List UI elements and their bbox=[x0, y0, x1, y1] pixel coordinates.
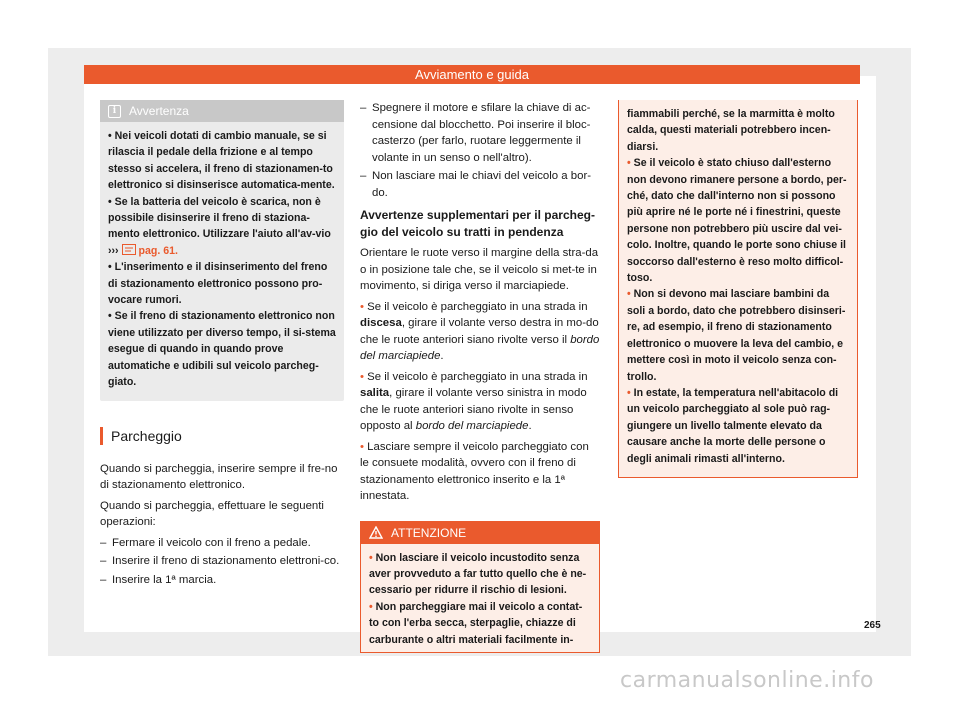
attenzione-header bbox=[361, 522, 599, 544]
section-header bbox=[84, 65, 860, 84]
attenzione-title: ATTENZIONE bbox=[391, 525, 467, 540]
avvertenza-header bbox=[100, 100, 344, 122]
ref-arrow: ››› bbox=[108, 244, 119, 257]
attenzione-item: • Non parcheggiare mai il veicolo a contat-to con l'erba secca, sterpaglie, chiazze di carburante o altri materiali facilmente in- bbox=[369, 599, 591, 648]
attenzione-box bbox=[360, 521, 600, 653]
page-number: 265 bbox=[864, 620, 881, 631]
step-item: – Inserire la 1ª marcia. bbox=[100, 573, 217, 586]
bullet-item: • Lasciare sempre il veicolo parcheggiato con le consuete modalità, ovvero con il freno di stazionamento elettronico inserito e la 1ª innestata. bbox=[360, 440, 589, 502]
page-reference[interactable]: pag. 61. bbox=[138, 244, 178, 257]
attenzione-item: • In estate, la temperatura nell'abitacolo di un veicolo parcheggiato al sole può rag-giungere un livello talmente elevato da causare anche la morte delle persone o degli animali rimasti all'interno. bbox=[627, 385, 849, 467]
column-left bbox=[100, 100, 344, 590]
manual-page-icon bbox=[122, 244, 136, 255]
step-item: – Inserire il freno di stazionamento elettroni-co. bbox=[100, 555, 340, 567]
avvertenza-item: • Se la batteria del veicolo è scarica, non è possibile disinserire il freno di staziona-mento elettronico. Utilizzare l'aiuto all'av-vio ››› pag. 61. bbox=[108, 194, 336, 260]
attenzione-body bbox=[361, 544, 599, 652]
attenzione-item: • Se il veicolo è stato chiuso dall'esterno non devono rimanere persone a bordo, per-ché, dato che dall'interno non si possono più aprire né le porte né i finestrini, queste persone non potrebbero più uscire dal vei-colo. Inoltre, quando le porte sono chiuse il soccorso dall'esterno è reso molto difficol-toso. bbox=[627, 155, 849, 286]
step-item: – Fermare il veicolo con il freno a pedale. bbox=[100, 536, 311, 549]
attenzione-item: • Non lasciare il veicolo incustodito senza aver provveduto a far tutto quello che è ne-cessario per ridurre il rischio di lesioni. bbox=[369, 550, 591, 599]
paragraph: Quando si parcheggia, effettuare le seguenti operazioni: bbox=[100, 499, 324, 528]
attenzione-continued bbox=[618, 100, 858, 478]
step-item: – Non lasciare mai le chiavi del veicolo a bor-do. bbox=[360, 170, 592, 199]
avvertenza-item: • L'inserimento e il disinserimento del freno di stazionamento elettronico possono pro-vocare rumori. bbox=[108, 259, 336, 308]
paragraph: Orientare le ruote verso il margine della stra-da o in posizione tale che, se il veicolo si met-te in movimento, si diriga verso il marciapiede. bbox=[360, 247, 599, 292]
attenzione-cont-text: fiammabili perché, se la marmitta è molto calda, questi materiali potrebbero incen-diarsi. bbox=[627, 108, 835, 153]
avvertenza-title: Avvertenza bbox=[129, 104, 189, 118]
avvertenza-box bbox=[100, 100, 344, 401]
column-middle bbox=[360, 100, 600, 653]
warning-icon bbox=[369, 526, 383, 539]
bullet-item: • Se il veicolo è parcheggiato in una strada in salita, girare il volante verso sinistra in modo che le ruote anteriori siano rivolte in senso opposto al bordo del marciapiede. bbox=[360, 370, 588, 432]
avvertenza-item: • Nei veicoli dotati di cambio manuale, se si rilascia il pedale della frizione e al tempo stesso si accelera, il freno di stazionamen-to elettronico si disinserisce automatica-mente. bbox=[108, 128, 336, 194]
avvertenza-body bbox=[100, 122, 344, 391]
attenzione-item: • Non si devono mai lasciare bambini da soli a bordo, dato che potrebbero disinseri-re, ad esempio, il freno di stazionamento elettronico o muovere la leva del cambio, e mettere così in moto il veicolo senza con-trollo. bbox=[627, 286, 849, 384]
paragraph: Quando si parcheggia, inserire sempre il fre-no di stazionamento elettronico. bbox=[100, 462, 338, 491]
section-heading: Parcheggio bbox=[100, 427, 344, 445]
info-icon: i bbox=[108, 105, 121, 118]
section-title: Avviamento e guida bbox=[415, 67, 529, 82]
step-item: – Spegnere il motore e sfilare la chiave di ac-censione dal blocchetto. Poi inserire il bloc-casterzo (per farlo, ruotare leggermente il volante in un senso o nell'altro). bbox=[360, 102, 591, 164]
watermark: carmanualsonline.info bbox=[620, 668, 874, 693]
column-right bbox=[618, 100, 858, 478]
bullet-item: • Se il veicolo è parcheggiato in una strada in discesa, girare il volante verso destra in mo-do che le ruote anteriori siano rivolte verso il bordo del marciapiede. bbox=[360, 300, 600, 362]
avvertenza-item: • Se il freno di stazionamento elettronico non viene utilizzato per diverso tempo, il si-stema esegue di quando in quando prove automatiche e udibili sul veicolo parcheg-giato. bbox=[108, 308, 336, 390]
subsection-heading: Avvertenze supplementari per il parcheg-gio del veicolo su tratti in pendenza bbox=[360, 208, 595, 239]
